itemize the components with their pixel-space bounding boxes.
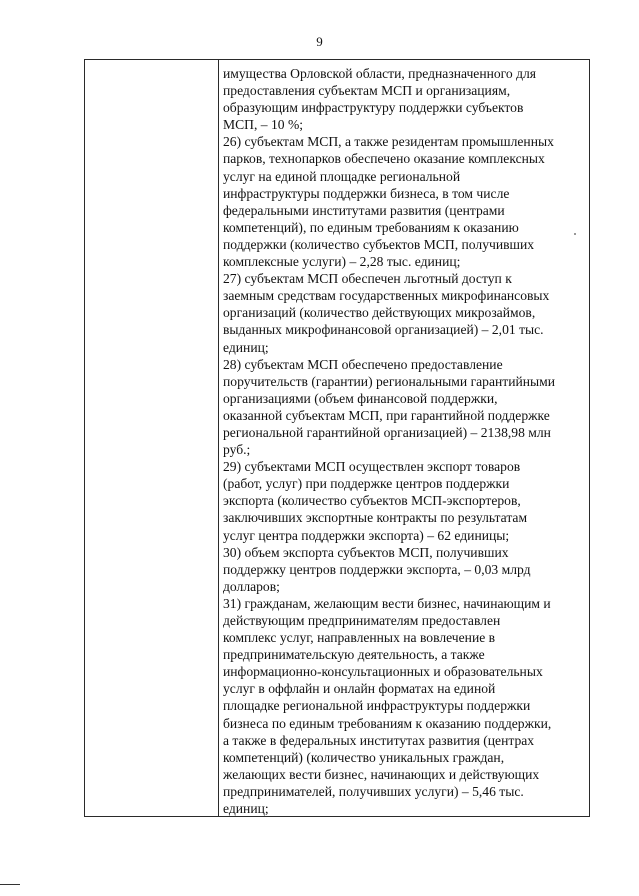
text-line: единиц; [223,801,269,817]
text-line: поручительств (гарантии) региональными гарантийными [223,373,556,389]
text-line: парков, технопарков обеспечено оказание комплексных [223,151,545,167]
text-line: 26) субъектам МСП, а также резидентам промышленных [223,134,554,150]
text-line: федеральными институтами развития (центрами [223,202,505,218]
text-line: 30) объем экспорта субъектов МСП, получивших [223,544,509,560]
text-line: руб.; [223,442,251,458]
text-line: информационно-консультационных и образовательных [223,664,543,680]
page-number: 9 [316,34,323,49]
text-line: действующим предпринимателям предоставлен [223,613,501,628]
text-line: предпринимателей, получивших услуги) – 5,46 тыс. [223,783,524,799]
column-divider [218,60,219,816]
text-line: поддержку центров поддержки экспорта, – 0,03 млрд [223,561,531,577]
text-line: площадке региональной инфраструктуры поддержки [223,698,531,714]
text-line: бизнеса по единым требованиям к оказанию поддержки, [223,715,552,731]
text-line: желающих вести бизнес, начинающих и действующих [223,766,540,782]
text-line: 31) гражданам, желающим вести бизнес, начинающим и [223,595,551,611]
text-line: 29) субъектами МСП осуществлен экспорт товаров [223,459,521,475]
text-line: комплексные услуги) – 2,28 тыс. единиц; [223,254,461,270]
scan-speck [574,233,576,235]
text-line: инфраструктуры поддержки бизнеса, в том числе [223,185,510,201]
text-line: (работ, услуг) при поддержке центров поддержки [223,476,510,492]
text-line: экспорта (количество субъектов МСП-экспортеров, [223,493,521,509]
text-line: предоставления субъектам МСП и организациям, [223,83,511,99]
text-line: оказанной субъектам МСП, при гарантийной поддержке [223,407,550,423]
text-line: а также в федеральных институтах развития (центрах [223,732,535,748]
text-line: услуг в оффлайн и онлайн форматах на единой [223,681,496,697]
text-line: предпринимательскую деятельность, а также [223,647,485,663]
text-line: компетенций) (количество уникальных граждан, [223,749,505,765]
text-line: поддержки (количество субъектов МСП, получивших [223,236,535,252]
text-line: 28) субъектам МСП обеспечено предоставление [223,356,503,372]
text-line: 27) субъектам МСП обеспечен льготный доступ к [223,271,512,287]
text-line: единиц; [223,339,269,355]
text-line: комплекс услуг, направленных на вовлечение в [223,630,496,646]
text-line: выданных микрофинансовой организацией) – 2,01 тыс. [223,322,544,338]
text-line: компетенций), по единым требованиям к оказанию [223,219,519,235]
text-line: долларов; [223,578,280,594]
text-line: образующим инфраструктуру поддержки субъектов [223,100,524,116]
text-line: услуг центра поддержки экспорта) – 62 единицы; [223,527,510,543]
table-cell-right-text [223,65,587,817]
text-line: заемным средствам государственных микрофинансовых [223,288,550,304]
text-line: организациями (объем финансовой поддержки, [223,390,498,406]
text-line: услуг на единой площадке региональной [223,168,461,184]
text-line: организаций (количество действующих микрозаймов, [223,305,536,321]
document-table [84,59,590,817]
text-line: имущества Орловской области, предназначенного для [223,66,537,81]
text-line: МСП, – 10 %; [223,117,304,133]
text-line: заключивших экспортные контракты по результатам [223,510,528,526]
text-line: региональной гарантийной организацией) – 2138,98 млн [223,424,551,440]
scan-edge-mark [0,884,20,885]
table-cell-left-empty [85,60,218,816]
